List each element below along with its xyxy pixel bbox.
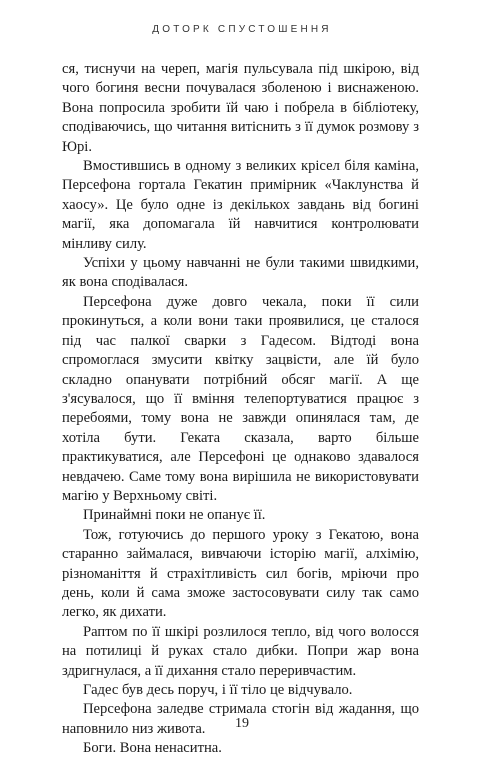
paragraph: Тож, готуючись до першого уроку з Гекатою, вона старанно займалася, вивчаючи історію магії, алхімію, різноманіття й страхітливість сил богів, мріючи про день, коли й сама зможе застосовувати силу так само легко, як дихати.	[62, 526, 419, 621]
paragraph: Гадес був десь поруч, і її тіло це відчувало.	[83, 682, 353, 698]
paragraph: Боги. Вона ненаситна.	[83, 740, 222, 757]
body-text	[62, 60, 419, 759]
paragraph: Вмостившись в одному з великих крісел біля каміна, Персефона гортала Гекатин примірник «Чаклунства й хаосу». Це було одне із декількох завдань від богині магії, яка допомагала їй навчитися контролювати мінливу силу.	[62, 158, 419, 252]
paragraph: Принаймні поки не опанує її.	[83, 507, 266, 524]
paragraph: ся, тиснучи на череп, магія пульсувала під шкірою, від чого богиня весни почувалася зболеною і виснаженою. Вона попросила зробити їй чаю і побрела в бібліотеку, сподіваючись, що читання витіснить з її думок розмову з Юрі.	[62, 61, 419, 155]
paragraph: Персефона дуже довго чекала, поки її сили прокинуться, а коли вони таки проявилися, це сталося під час палкої сварки з Гадесом. Відтоді вона спромоглася змусити квітку зацвісти, але їй було складно опанувати потрібний обсяг магії. А ще з'ясувалося, що її вміння телепортуватися працює з перебоями, тому вона не завжди опинялася там, де хотіла бути. Геката сказала, варто більше практикуватися, але Персефоні це однаково здавалося невдачею. Саме тому вона вирішила не використовувати магію у Верхньому світі.	[62, 293, 419, 504]
paragraph: Успіхи у цьому навчанні не були такими швидкими, як вона сподівалася.	[62, 255, 419, 291]
running-head: ДОТОРК СПУСТОШЕННЯ	[152, 24, 332, 35]
paragraph: Раптом по її шкірі розлилося тепло, від чого волосся на потилиці й руках стало дибки. Попри жар вона здригнулася, а її дихання стало переривчастим.	[62, 623, 419, 679]
paragraph: Персефона заледве стримала стогін від жадання, що наповнило низ живота.	[62, 701, 419, 737]
page-number: 19	[235, 716, 249, 731]
